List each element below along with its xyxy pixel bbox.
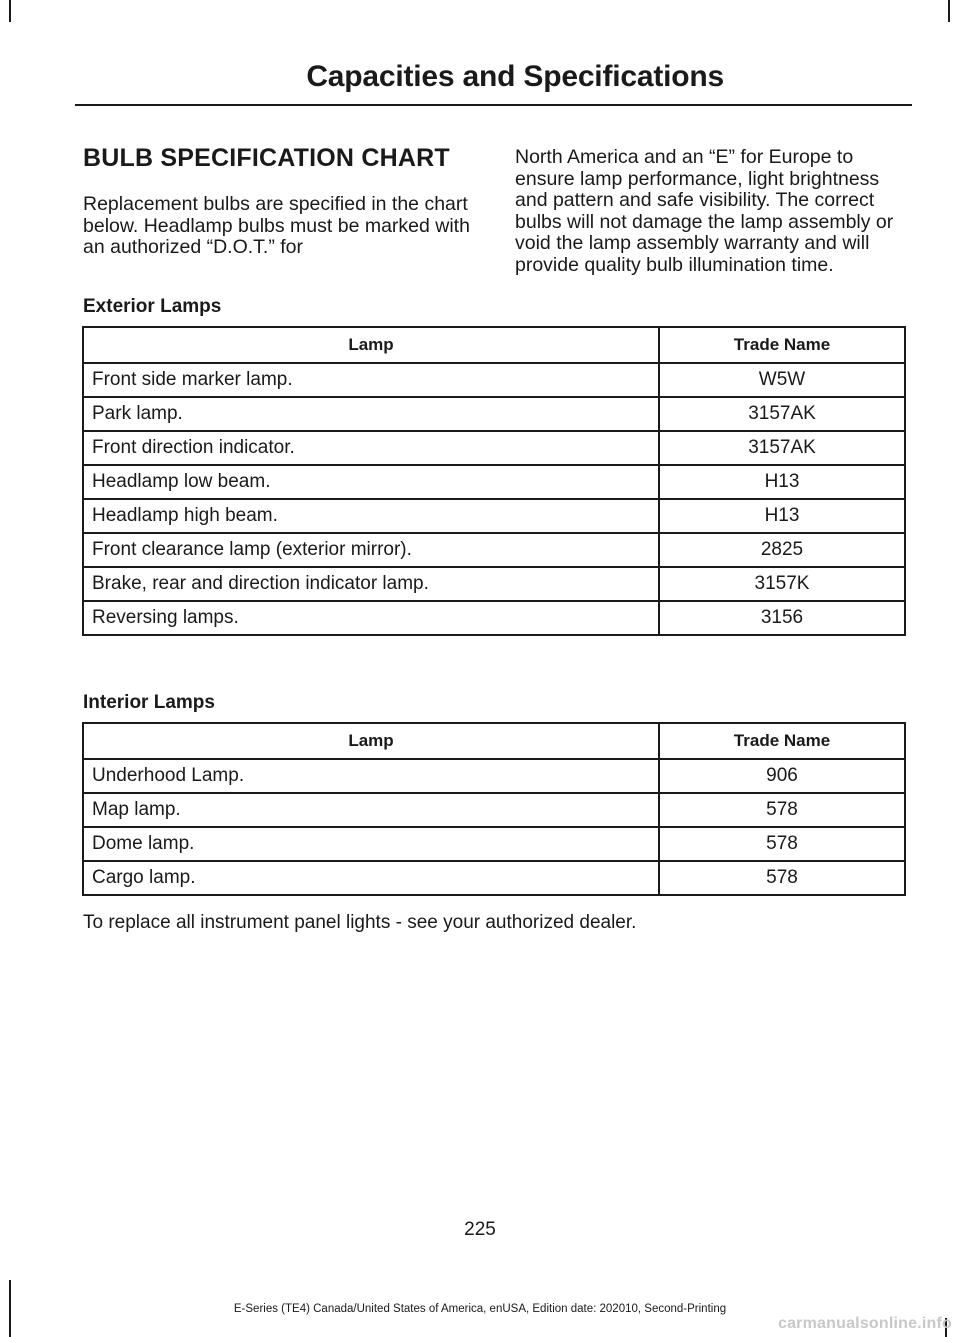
lamp-cell: Brake, rear and direction indicator lamp. <box>83 567 659 601</box>
lamp-cell: Reversing lamps. <box>83 601 659 635</box>
lamp-cell: Front direction indicator. <box>83 431 659 465</box>
table-header-row <box>83 327 905 363</box>
lamp-cell: Map lamp. <box>83 793 659 827</box>
intro-left-column <box>83 144 483 259</box>
table-row <box>83 601 905 635</box>
trade-name-cell: 3156 <box>659 601 905 635</box>
table-row <box>83 793 905 827</box>
table-row <box>83 397 905 431</box>
interior-lamps-heading: Interior Lamps <box>83 692 215 713</box>
table-row <box>83 465 905 499</box>
crop-mark-top-right <box>948 0 950 22</box>
table-row <box>83 533 905 567</box>
instrument-panel-note: To replace all instrument panel lights - see your authorized dealer. <box>83 912 637 933</box>
column-header-lamp: Lamp <box>83 723 659 759</box>
page-number: 225 <box>464 1219 496 1240</box>
trade-name-cell: H13 <box>659 499 905 533</box>
lamp-cell: Cargo lamp. <box>83 861 659 895</box>
page-header-title: Capacities and Specifications <box>306 60 724 93</box>
lamp-cell: Front side marker lamp. <box>83 363 659 397</box>
exterior-lamps-heading: Exterior Lamps <box>83 296 222 317</box>
lamp-cell: Dome lamp. <box>83 827 659 861</box>
trade-name-cell: 578 <box>659 827 905 861</box>
lamp-cell: Park lamp. <box>83 397 659 431</box>
interior-lamps-table <box>82 722 906 896</box>
lamp-cell: Underhood Lamp. <box>83 759 659 793</box>
table-row <box>83 363 905 397</box>
page-footer: E-Series (TE4) Canada/United States of America, enUSA, Edition date: 202010, Second-Printing <box>233 1303 727 1315</box>
lamp-cell: Headlamp high beam. <box>83 499 659 533</box>
trade-name-cell: 2825 <box>659 533 905 567</box>
trade-name-cell: 3157K <box>659 567 905 601</box>
trade-name-cell: 578 <box>659 861 905 895</box>
intro-right-column <box>515 147 915 276</box>
table-row <box>83 861 905 895</box>
table-row <box>83 759 905 793</box>
trade-name-cell: 906 <box>659 759 905 793</box>
intro-paragraph-right: North America and an “E” for Europe to ensure lamp performance, light brightness and pattern and safe visibility. The correct bulbs will not damage the lamp assembly or void the lamp assembly warranty and will provide quality bulb illumination time. <box>515 146 894 276</box>
intro-paragraph-left: Replacement bulbs are specified in the chart below. Headlamp bulbs must be marked with an authorized “D.O.T.” for <box>83 193 470 258</box>
exterior-lamps-table <box>82 326 906 636</box>
column-header-trade-name: Trade Name <box>659 327 905 363</box>
watermark: carmanualsonline.info <box>777 1315 952 1332</box>
trade-name-cell: 3157AK <box>659 397 905 431</box>
column-header-lamp: Lamp <box>83 327 659 363</box>
section-title: BULB SPECIFICATION CHART <box>83 144 450 172</box>
table-row <box>83 827 905 861</box>
trade-name-cell: W5W <box>659 363 905 397</box>
table-row <box>83 567 905 601</box>
trade-name-cell: 3157AK <box>659 431 905 465</box>
header-divider <box>75 104 912 106</box>
table-row <box>83 431 905 465</box>
trade-name-cell: H13 <box>659 465 905 499</box>
lamp-cell: Front clearance lamp (exterior mirror). <box>83 533 659 567</box>
column-header-trade-name: Trade Name <box>659 723 905 759</box>
table-header-row <box>83 723 905 759</box>
trade-name-cell: 578 <box>659 793 905 827</box>
table-row <box>83 499 905 533</box>
crop-mark-top-left <box>9 0 11 22</box>
lamp-cell: Headlamp low beam. <box>83 465 659 499</box>
